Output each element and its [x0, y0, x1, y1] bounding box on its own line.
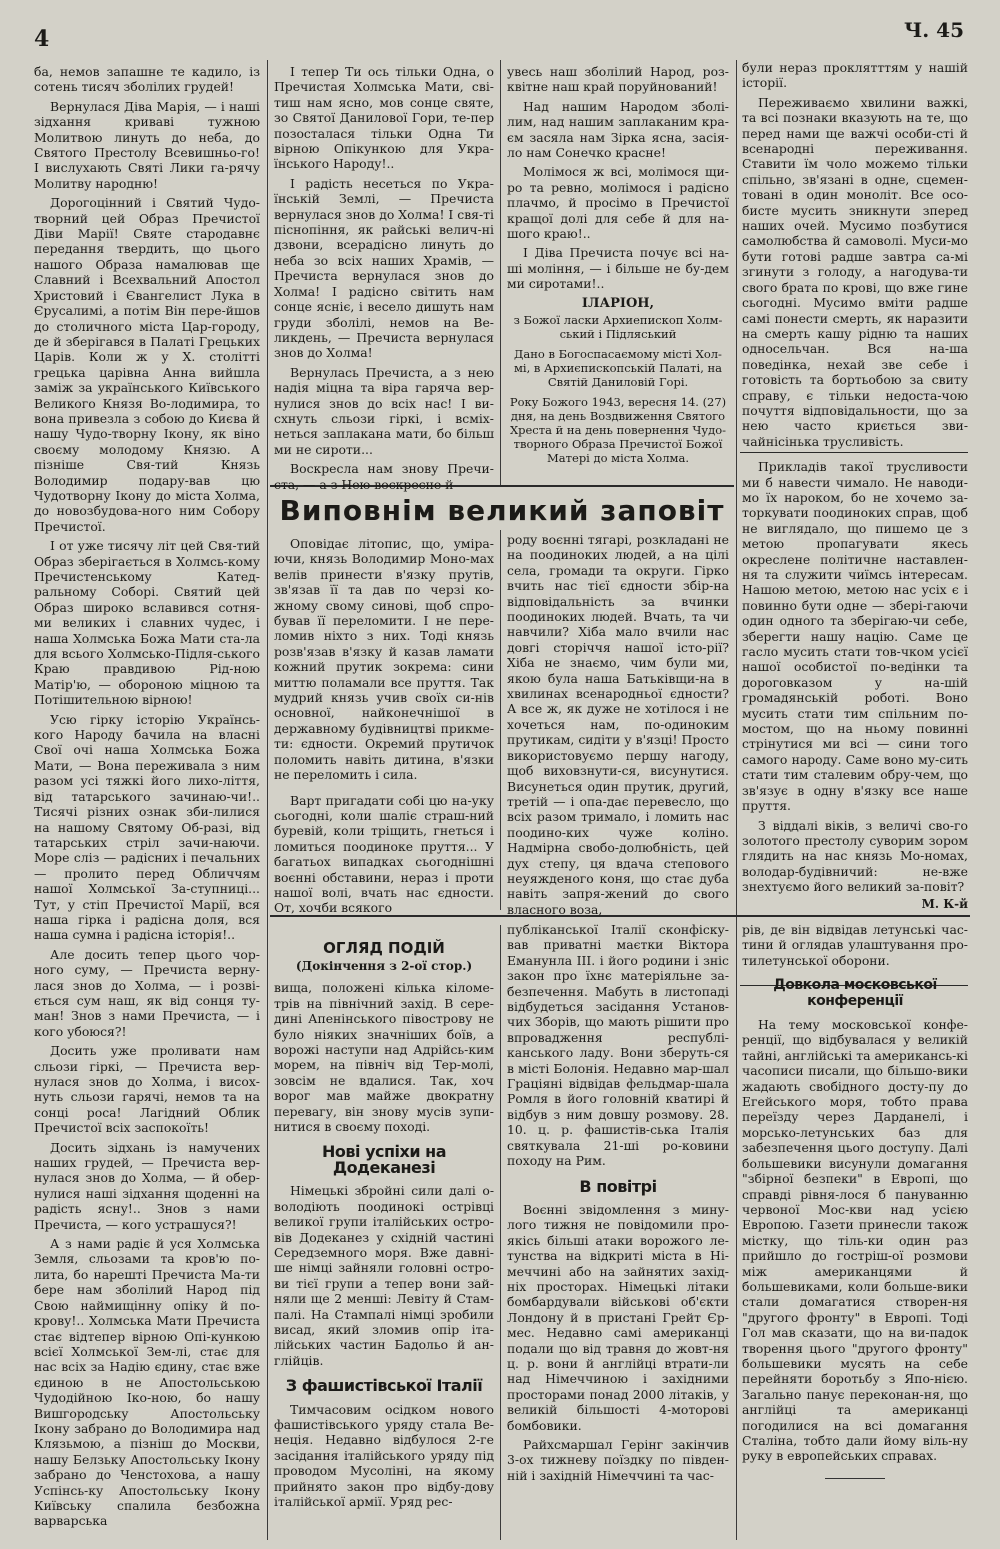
paragraph: Молімося ж всі, молімося щи-ро та ревно, молімося і радісно плачмо, й просімо в Пречистої кращої долі для себе й для на-шого краю!.. [507, 164, 729, 242]
paragraph: були нераз проклятттям у нашій історії. [742, 60, 968, 91]
signature-name: ІЛАРІОН, [581, 295, 655, 311]
paragraph: Варт пригадати собі цю на-уку сьогодні, коли шаліє страш-ний буревій, коли тріщить, гнеться і ломиться поодиноке пруття... У багатьох випадках сьогоднішні воєнні обставини, неpаз і проти нашої волі, вчать нас єдности. От, хочби всякого [274, 792, 494, 916]
paragraph: На тему московської конфе-ренції, що відбувалася у великій тайні, англійські та американсь-кі часописи писали, що більшо-вики жадають свобідного досту-пу до Егейського моря, тобто права переїзду через Дарданелі, і морсько-летунських баз для забезпечення цього доступу. Далі большевики висунули домагання "збірної безпеки" в Европі, що справді рівня-лося б пануванню червоної Мос-кви над усією Европою. Газети принесли також містку, що тіль-ки один раз прийшло до гостріш-ої розмови між американцями й большевиками, коли больше-вики стали домагатися створен-ня "другого фронту" в Европі. Тоді Гол мав сказати, що на ви-падок творення цього "другого фронту" большевики мусять на себе перейняти боротьбу з Япо-нією. Загально панує переконан-ня, що англійці та американці погодилися на всі домагання Сталіна, тобто дали йому віль-ну руку в европейських справах. [742, 1017, 968, 1464]
paragraph: Воєнні звідомлення з мину-лого тижня не повідомили про-якісь більші атаки ворожого ле-тунства на відкриті міста в Ні-меччині або на зайнятих захід-ніх просторах. Німецькі літаки бомбардували військові об'єкти Лондону й в пристані Грейт Єр-мес. Недавно самі американці подали що від травня до жовт-ня ц. р. вони й англійці втрати-ли над Німеччиною і західними просторами понад 2000 літаків, у великій більшості 4-моторові бомбовики. [507, 1201, 729, 1433]
section-title: ОГЛЯД ПОДІЙ [323, 939, 445, 957]
column-rule [500, 925, 501, 1540]
issue-number: Ч. 45 [903, 18, 964, 42]
byline: М. К-й [921, 896, 968, 911]
paragraph: Усю гірку історію Українсь-кого Народу бачила на власні Свої очі наша Холмська Божа Мати, — Вона переживала з ним разом усі тяжкі його лихо-ліття, від татарського зачинаю-чи!.. Тисячі різних ознак зби-лилися на нашому Святому Об-разі, від татарських стріл зачи-наючи. Море сліз — радісних і печальних — пролито перед Обличчям нашої Холмської За-ступниці... Тут, у стіп Пречистої Марії, вся наша гірка і радісна доля, вся наша сумна і радісна історія!.. [34, 711, 260, 943]
paragraph: Досить уже проливати нам сльози гіркі, — Пречиста вер-нулася знов до Холма, і висох-нуть сльози гарячі, немов та на сонці роса! Лагідний Облик Пречистої всіх заспокоїть! [34, 1043, 260, 1136]
subsection-heading: В повітрі [579, 1176, 657, 1196]
paragraph: Тимчасовим осідком нового фашистівського уряду стала Ве-неція. Недавно відбулося 2-ге засідання італійського уряду під проводом Мусоліні, на якому прийнято закон про відбу-дову італійської армії. Уряд рес- [274, 1401, 494, 1509]
testament-column-b [507, 532, 729, 917]
signature-place: Дано в Богоспасаємому місті Хол-мі, в Архиєпископській Палаті, на Святій Даниловій Горі. [513, 347, 723, 390]
paragraph: Вернулася Діва Марія, — і наші зідхання криваві тужною Молитвою линуть до неба, до Святого Престолу Всевишньо-го! І вислухають Святі Лики га-рячу Молитву народню! [34, 98, 260, 191]
paragraph: А з нами радіє й уся Холмська Земля, сльозами та кров'ю по-лита, бо нарешті Пречиста Ма-ти бере нам зболілий Народ під Свою наймищінну опіку й по-крову!.. Холмська Мати Пречиста стає відтепер вірною Опі-кункою всієї Холмської Зем-лі, стає для нас всіх за Надію єдину, стає вже єдиною в не Апостольською Чудодійною Іко-ною, бо нашу Вишгородську Апостольську Ікону забрано до Володимира над Клязьмою, а пізніш до Москви, нашу Белзьку Апостольську Ікону забрано до Ченстохова, а нашу Успінсь-ку Апостольську Ікону Київську спалила безбожна варварська [34, 1236, 260, 1529]
paragraph: Переживаємо хвилини важкі, та всі познаки вказують на те, що перед нами ще важчі особи-сті й всенародні переживання. Ставити їм чоло можемо тільки спільно, зв'язані в одне, сцемен-товані в один моноліт. Все осо-бисте мусить зникнути зперед наших очей. Мусимо позбутися самолюбства й самоволі. Муси-мо бути готові радше завтра са-мі згинути з голоду, а нагодува-ти свого брата по крові, що вже гине сьогодні. Мусимо вміти радше самі понести смерть, як наразити на смерть кашу рідню та наших односельчан. Вся на-ша поведінка, нехай зве себе і готовість та бортьобою за свиту справу, є тільки недоста-чою почуття відповідальности, що за нею часто криється зви-чайнісінька трусливість. [742, 94, 968, 449]
paragraph: Німецькі збройні сили далі о-володіють поодинокі острівці великої групи італійських остро-вів Додеканез у східній частині Середземного моря. Вже давні-ше німці зайняли головні остро-ви тієї групи а тепер вони зай-няли ще 2 менші: Левіту й Стам-палі. На Стампалі німці зробили висад, який зломив опір іта-лійських частин Бадольо й ан-глійців. [274, 1183, 494, 1368]
paragraph: Дорогоцінний і Святий Чудо-творний цей Образ Пречистої Діви Марії! Святе стародавнє передання твердить, що цього нашого Образа намалював ще Славний і Всехвальний Апостол Христовий і Євангелист Лука в Єрусалимі, а потім Він пере-йшов до столичного міста Цар-городу, де й зберігався в Палаті Грецьких Царів. Коли ж у Х. столітті грецька царівна Анна вийшла заміж за українського Київського Великого Князя Во-лодимира, то вона привезла з собою до Києва й нашу Чудо-творну Ікону, як віно своєму молодому Князю. А пізніше Свя-тий Князь Володимир подару-вав цю Чудотворну Ікону до міста Холма, до новозбудова-ного ним Собору Пречистої. [34, 195, 260, 534]
column-rule [736, 60, 737, 1540]
paragraph: ба, немов запашне те кадило, із сотень тисяч зболілих грудей! [34, 64, 260, 95]
paragraph: З віддалі віків, з величі сво-го золотого престолу суворим зором глядить на нас князь Мо-номах, володар-будівничий: не-вже знехтуємо його великий за-повіт? [742, 817, 968, 895]
review-column-c [742, 922, 968, 1540]
article-headline: Виповнім великий заповіт [279, 494, 725, 527]
paragraph: рів, де він відвідав летунські час-тини й оглядав улаштування про-тилетунської оборони. [742, 922, 968, 968]
paragraph: роду воєнні тягарі, розкладані не на поодиноких людей, а на цілі села, громади та округи. Гірко вчить нас тієї єдности збір-на відповідальність за вчинки поодиноких людей. Вчать, та чи навчили? Хіба мало вчили нас довгі сторіччя нашої істо-рії? Хіба не знаємо, чим були ми, якою була наша Батьківщи-на в хвилинах всенародньої єдности? А все ж, як дуже не хотілося і не хочеться нам, по-одиноким прутикам, сидіти у в'язці! Просто використовуємо першу нагоду, щоб виховзнути-ся, висунутися. Висунеться один прутик, другий, третій — і опа-дає перевесло, що всіх разом тримало, і ломить нас поодино-ких чуже коліно. Надмірна свобо-долюбність, цей дух степу, ця вдача степового неуяжденого коня, що стає дуба навіть запря-жений до свого власного воза, [507, 532, 729, 917]
paragraph: Вернулась Пречиста, а з нею надія міцна та віра гаряча вер-нулися знов до всіх нас! І ви-схнуть сльози гіркі, і всміх-неться заплакана мати, бо більш ми не сироти... [274, 364, 494, 457]
page-number: 4 [34, 26, 50, 52]
signature-title: з Божої ласки Архиепископ Холм-ський і Підляський [513, 313, 723, 342]
paragraph: Над нашим Народом зболі-лим, над нашим заплаканим кра-єм засяла нам Зірка ясна, засія-ло нам Сонечко красне! [507, 98, 729, 161]
review-column-b [507, 922, 729, 1540]
end-rule [825, 1478, 885, 1479]
signature-date: Року Божого 1943, вересня 14. (27) дня, на день Воздвиження Святого Хреста й на день повернення Чудо-творного Образа Пречистої Божої Матері до міста Холма. [509, 395, 727, 466]
article-column-2 [274, 64, 494, 492]
paragraph: вища, положені кілька кіломе-трів на північний захід. В сере-дині Апенінського півострову не було ніяких значніших боїв, а ворожі наступи над Адрійсь-ким морем, на північ від Тер-молі, зовсім не вдалися. Так, хоч ворог мав майже двократну перевагу, він знову мусів зупи-нитися в своєму поході. [274, 980, 494, 1135]
review-column-a [274, 935, 494, 1540]
paragraph: І тепер Ти ось тільки Одна, о Пречистая Холмська Мати, сві-тиш нам ясно, мов сонце святе, зо Святої Данилової Гори, те-пер позосталася тільки Одна Ти вірною Опікункою для Укра-їнського Народу!.. [274, 64, 494, 172]
paragraph: І Діва Пречиста почує всі на-ші моління, — і більше не бу-дем ми сиротами!.. [507, 245, 729, 292]
column-rule [267, 60, 268, 1540]
testament-column-a [274, 536, 494, 916]
section-subtitle: (Докінчення з 2-ої стор.) [295, 959, 473, 973]
paragraph: Оповідає літопис, що, уміра-ючи, князь Володимир Моно-мах велів принести в'язку прутів, зв'язав її та дав по черзі ко-жному свому синові, щоб спро-бував її переломити. І не пере-ломив ніхто з них. Тоді князь розв'язав в'язку й казав ламати кожний прутик зокрема: сини миттю поламали все пруття. Так мудрий князь учив своїх си-нів основної, найконечнішої в державному будівництві прикме-ти: єдности. Окремий прутичок поломить навіть дитина, в'язки не переломить і сила. [274, 536, 494, 783]
paragraph: І от уже тисячу літ цей Свя-тий Образ зберігається в Холмсь-кому Пречистенському Катед-ральному Соборі. Святий цей Образ широко вславився сотня-ми великих і славних чудес, і наша Холмська Божа Мати ста-ла для всього Холмсько-Підля-ського Краю правдивою Рід-ною Матір'ю, — обороною міцною та Потішительною вірною! [34, 538, 260, 708]
column-rule [500, 60, 501, 485]
subsection-heading: Нові успіхи на Додеканезі [322, 1142, 446, 1177]
article-column-3 [507, 64, 729, 482]
paragraph: Воскресла нам знову Пречи-ста, — а з Нею воскресне й [274, 461, 494, 492]
paragraph: увесь наш зболілий Народ, роз-квітне наш край поруйнований! [507, 64, 729, 95]
paragraph: публіканської Італії сконфіску-вав приватні маєтки Віктора Еманунла III. і його родини і зніс закон про їхнє матеріяльне за-безпечення. Мабуть в листопаді відбудеться засідання Установ-чих Зборів, що мають рішити про впровадження республі-канського ладу. Вони зберуть-ся в місті Болонія. Недавно мар-шал Граціяні відвідав фельдмар-шала Ромля в його головній кватирі й відбув з ним довшу розмову. 28. 10. ц. р. фашистів-ська Італія святкувала 21-ші ро-ковини походу на Рим. [507, 922, 729, 1169]
paragraph: Але досить тепер цього чор-ного суму, — Пречиста верну-лася знов до Холма, — і розві-ється сум наш, як від сонця ту-ман! Знов з нами Пречиста, — і кого убоюся?! [34, 946, 260, 1039]
article-column-4 [742, 60, 968, 910]
paragraph: Досить зідхань із намучених наших грудей, — Пречиста вер-нулася знов до Холма, — й обер-нулися наші зідхання щоденні на радість ясну!.. Знов з нами Пречиста, — кого устрашуся?! [34, 1139, 260, 1232]
article-column-1 [34, 64, 260, 1540]
paragraph: Райхсмаршал Герінг закінчив 3-ох тижневу поїздку по півден-ній і західній Німеччині та час- [507, 1437, 729, 1483]
paragraph: Прикладів такої трусливости ми б навести чимало. Не наводи-мо їх нароком, бо не хочемо за-торкувати поодиноких справ, щоб не виглядало, що пишемо це з метою пропагувати якесь окреслене політичне наставлен-ня та служити чиїмсь інтересам. Нашою метою, метою нас усіх є і повинно бути одне — збері-гаючи один одного та зберігаю-чи себе, зберегти нашу націю. Саме це гасло мусить стати тов-чком усієї нашої особистої по-ведінки та дороговказом у на-шій громадянській роботі. Воно мусить стати тим спільним по-мостом, що на ньому повинні стрінутися ми всі — сини того самого народу. Саме воно му-сить стати тим сталевим обру-чем, що зв'язує в одну в'язку все наше пруття. [742, 459, 968, 814]
paragraph: І радість несеться по Укра-їнській Землі, — Пречиста вернулася знов до Холма! І свя-ті піснопіння, як райські велич-ні дзвони, всерадісно линуть до неба зо всіх наших Храмів, — Пречиста вернулася знов до Холма! І радісно світить нам сонце ясніє, і весело дишуть нам груди зболілі, немов на Ве-ликдень, — Пречиста вернулася знов до Холма! [274, 175, 494, 361]
column-rule [500, 530, 501, 910]
subsection-heading: З фашистівської Італії [285, 1376, 483, 1396]
subsection-heading: Довкола московської конференції [773, 977, 937, 1009]
